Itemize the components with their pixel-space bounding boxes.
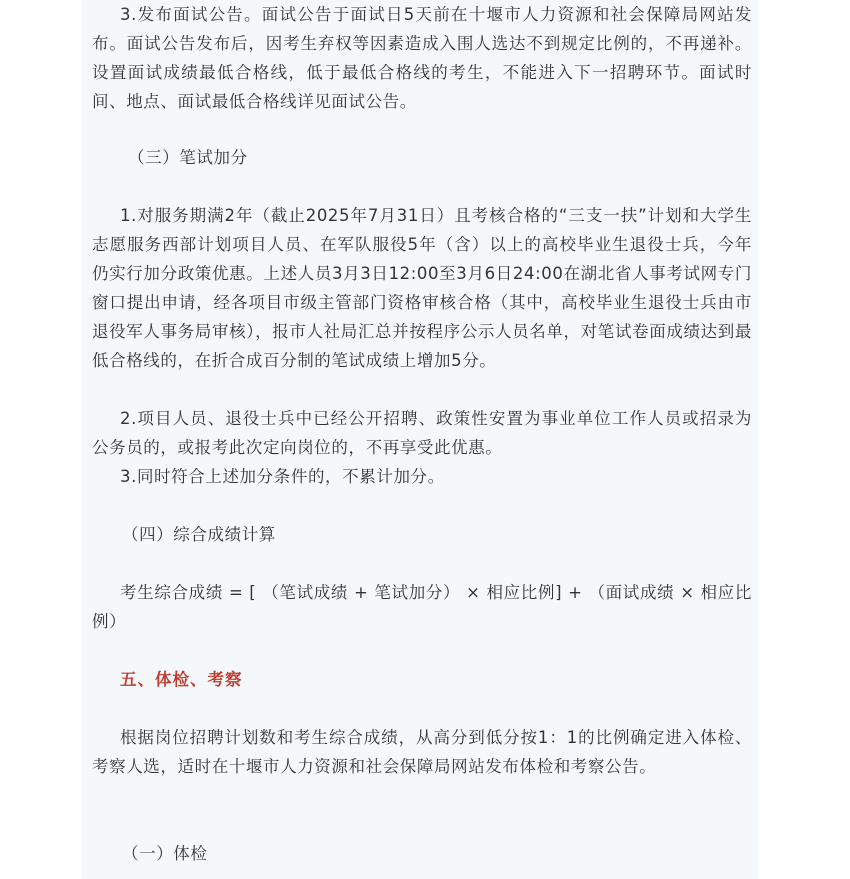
paragraph-bonus-1: 1.对服务期满2年（截止2025年7月31日）且考核合格的“三支一扶”计划和大学生志愿服务西部计划项目人员、在军队服役5年（含）以上的高校毕业生退役士兵，今年仍实行加分政策优惠。上述人员3月3日12:00至3月6日24:00在湖北省人事考试网专门窗口提出申请，经各项目市级主管部门资格审核合格（其中，高校毕业生退役士兵由市退役军人事务局审核），报市人社局汇总并按程序公示人员名单，对笔试卷面成绩达到最低合格线的，在折合成百分制的笔试成绩上增加5分。: [92, 206, 752, 370]
heading-total-score: （四）综合成绩计算: [122, 525, 276, 544]
paragraph-interview-notice: 3.发布面试公告。面试公告于面试日5天前在十堰市人力资源和社会保障局网站发布。面试公告发布后，因考生弃权等因素造成入围人选达不到规定比例的，不再递补。设置面试成绩最低合格线，低于最低合格线的考生，不能进入下一招聘环节。面试时间、地点、面试最低合格线详见面试公告。: [92, 5, 752, 111]
paragraph-section-5: 根据岗位招聘计划数和考生综合成绩，从高分到低分按1：1的比例确定进入体检、考察人选，适时在十堰市人力资源和社会保障局网站发布体检和考察公告。: [92, 728, 752, 776]
heading-written-bonus: （三）笔试加分: [128, 148, 248, 167]
heading-physical-exam: （一）体检: [122, 844, 208, 863]
paragraph-bonus-2: 2.项目人员、退役士兵中已经公开招聘、政策性安置为事业单位工作人员或招录为公务员的，或报考此次定向岗位的，不再享受此优惠。: [92, 409, 752, 457]
paragraph-score-formula: 考生综合成绩 = [ （笔试成绩 + 笔试加分） × 相应比例] + （面试成绩 × 相应比例）: [92, 583, 752, 631]
section-title-physical-exam: 五、体检、考察: [120, 670, 243, 689]
paragraph-bonus-3: 3.同时符合上述加分条件的，不累计加分。: [120, 467, 445, 486]
